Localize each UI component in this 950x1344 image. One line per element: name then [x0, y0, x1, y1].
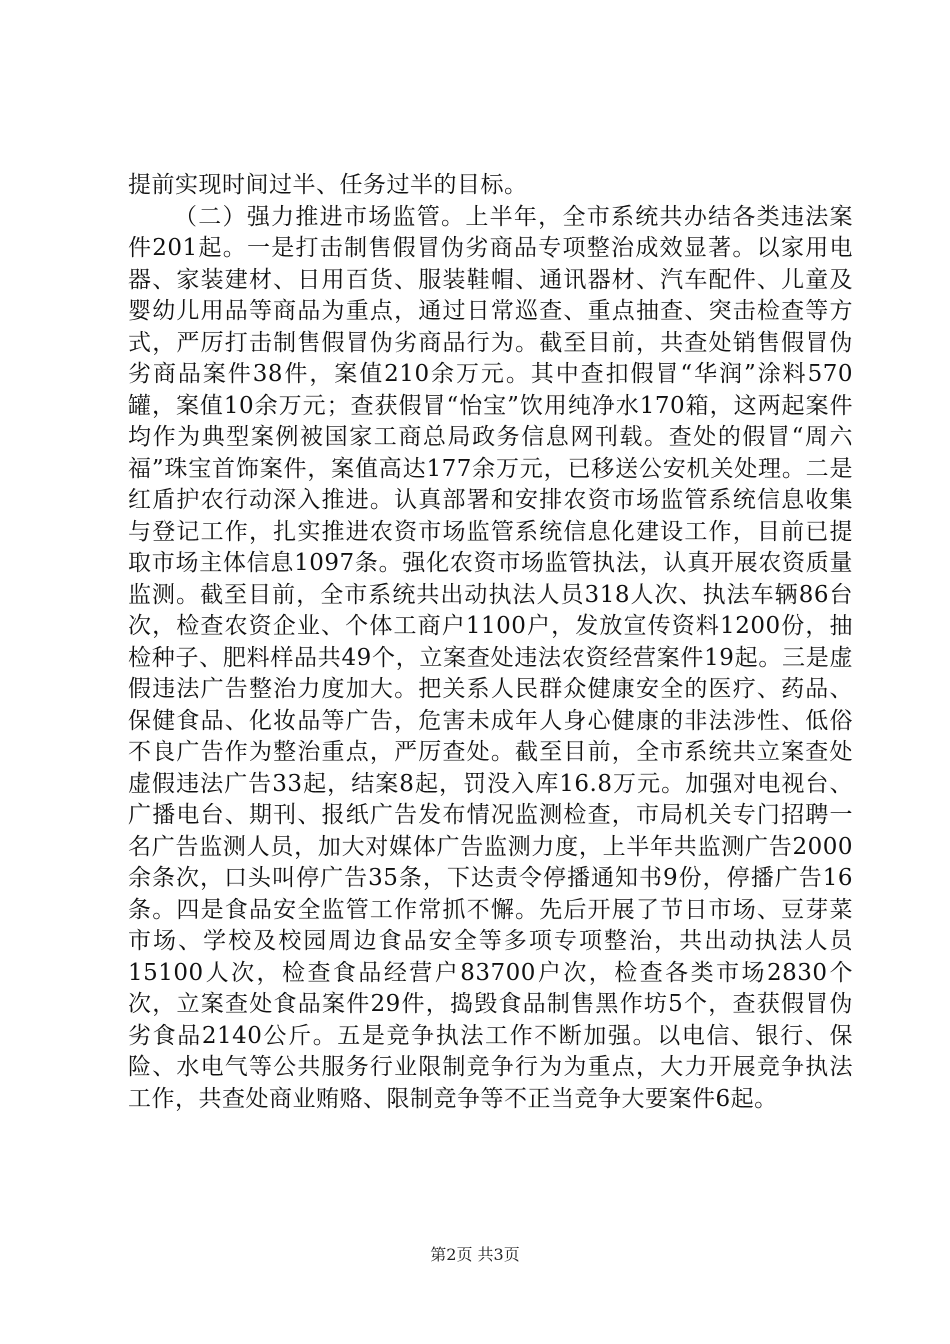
body-text	[128, 170, 853, 1115]
paragraph-continuation: 提前实现时间过半、任务过半的目标。	[128, 172, 528, 198]
page-footer	[0, 1242, 950, 1265]
page-number: 第2页 共3页	[430, 1245, 520, 1264]
paragraph-market-supervision: （二）强力推进市场监管。上半年，全市系统共办结各类违法案件201起。一是打击制售假冒伪劣商品专项整治成效显著。以家用电器、家装建材、日用百货、服装鞋帽、通讯器材、汽车配件、儿童及婴幼儿用品等商品为重点，通过日常巡查、重点抽查、突击检查等方式，严厉打击制售假冒伪劣商品行为。截至目前，共查处销售假冒伪劣商品案件38件，案值210余万元。其中查扣假冒“华润”涂料570罐，案值10余万元；查获假冒“怡宝”饮用纯净水170箱，这两起案件均作为典型案例被国家工商总局政务信息网刊载。查处的假冒“周六福”珠宝首饰案件，案值高达177余万元，已移送公安机关处理。二是红盾护农行动深入推进。认真部署和安排农资市场监管系统信息收集与登记工作，扎实推进农资市场监管系统信息化建设工作，目前已提取市场主体信息1097条。强化农资市场监管执法，认真开展农资质量监测。截至目前，全市系统共出动执法人员318人次、执法车辆86台次，检查农资企业、个体工商户1100户，发放宣传资料1200份，抽检种子、肥料样品共49个，立案查处违法农资经营案件19起。三是虚假违法广告整治力度加大。把关系人民群众健康安全的医疗、药品、保健食品、化妆品等广告，危害未成年人身心健康的非法涉性、低俗不良广告作为整治重点，严厉查处。截至目前，全市系统共立案查处虚假违法广告33起，结案8起，罚没入库16.8万元。加强对电视台、广播电台、期刊、报纸广告发布情况监测检查，市局机关专门招聘一名广告监测人员，加大对媒体广告监测力度，上半年共监测广告2000余条次，口头叫停广告35条，下达责令停播通知书9份，停播广告16条。四是食品安全监管工作常抓不懈。先后开展了节日市场、豆芽菜市场、学校及校园周边食品安全等多项专项整治，共出动执法人员15100人次，检查食品经营户83700户次，检查各类市场2830个次，立案查处食品案件29件，捣毁食品制售黑作坊5个，查获假冒伪劣食品2140公斤。五是竞争执法工作不断加强。以电信、银行、保险、水电气等公共服务行业限制竞争行为为重点，大力开展竞争执法工作，共查处商业贿赂、限制竞争等不正当竞争大要案件6起。	[128, 203, 853, 1112]
